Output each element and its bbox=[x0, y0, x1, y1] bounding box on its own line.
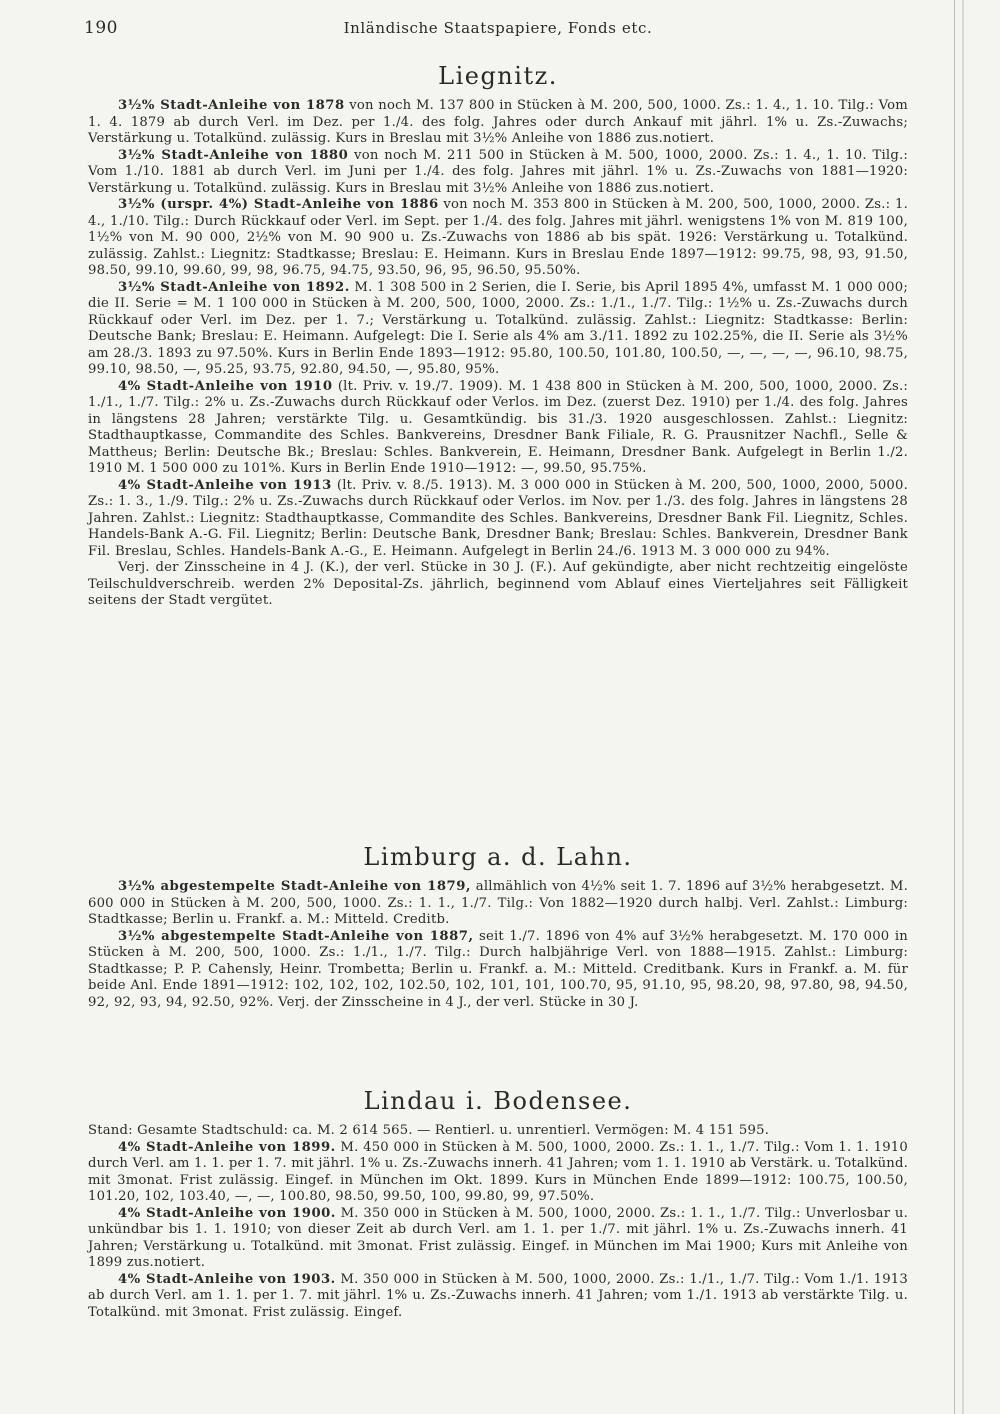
running-title: Inländische Staatspapiere, Fonds etc. bbox=[343, 19, 653, 37]
entry-text: Verj. der Zinsscheine in 4 J. (K.), der verl. Stücke in 30 J. (F.). Auf gekündigte, aber nicht rechtzeitig eingelöste Teilschuldverschreib. werden 2% Deposital-Zs. jährlich, beginnend vom Ablauf eines Vierteljahres seit Fälligkeit seitens der Stadt vergütet. bbox=[88, 560, 908, 608]
entry-head: 3½% (urspr. 4%) Stadt-Anleihe von 1886 bbox=[118, 197, 439, 212]
bond-entry bbox=[88, 929, 908, 1012]
bond-entry bbox=[88, 1206, 908, 1272]
entry-text: von noch M. 137 800 in Stücken à M. 200, 500, 1000. Zs.: 1. 4., 1. 10. Tilg.: Vom 1. 4. 1879 ab durch Verl. im Dez. per 1./4. des folg. Jahres oder durch Ankauf mit jährl. 1% u. Zs.-Zuwachs; Verstärkung u. Totalkünd. zulässig. Kurs in Breslau mit 3½% Anleihe von 1886 zus.notiert. bbox=[88, 98, 908, 146]
bond-entry bbox=[88, 98, 908, 148]
entry-head: 4% Stadt-Anleihe von 1913 bbox=[118, 477, 332, 493]
page-number: 190 bbox=[84, 18, 118, 38]
bond-entry bbox=[88, 280, 908, 379]
bond-entry bbox=[88, 879, 908, 929]
page-header bbox=[84, 18, 912, 42]
bond-entry bbox=[88, 148, 908, 198]
page-edge-shadow bbox=[962, 0, 964, 1414]
entry-text: M. 350 000 in Stücken à M. 500, 1000, 2000. Zs.: 1./1., 1./7. Tilg.: Vom 1./1. 1913 ab durch Verl. am 1. 1. per 1. 7. mit jährl. 1% u. Zs.-Zuwachs innerh. 41 Jahren; vom 1./1. 1913 ab verstärkte Tilg. u. Totalkünd. mit 3monat. Frist zulässig. Eingef. bbox=[88, 1271, 908, 1320]
bond-entry bbox=[88, 478, 908, 561]
entry-head: 3½% Stadt-Anleihe von 1878 bbox=[118, 98, 345, 113]
page-edge-rule bbox=[954, 0, 955, 1414]
entry-head: 4% Stadt-Anleihe von 1903. bbox=[118, 1271, 336, 1287]
entry-text: Stand: Gesamte Stadtschuld: ca. M. 2 614 565. — Rentierl. u. unrentierl. Vermögen: M. 4 151 595. bbox=[88, 1123, 770, 1138]
note-entry bbox=[88, 560, 908, 610]
entry-head: 3½% abgestempelte Stadt-Anleihe von 1887, bbox=[118, 928, 474, 944]
entry-head: 4% Stadt-Anleihe von 1900. bbox=[118, 1205, 336, 1221]
entry-text: (lt. Priv. v. 19./7. 1909). M. 1 438 800 in Stücken à M. 200, 500, 1000, 2000. Zs.: 1./1., 1./7. Tilg.: 2% u. Zs.-Zuwachs durch Rückkauf oder Verlos. im Dez. (zuerst Dez. 1910) per 1./4. des folg. Jahres in längstens 28 Jahren; verstärkte Tilg. u. Gesamtkündig. bis 31./3. 1920 ausgeschlossen. Zahlst.: Liegnitz: Stadthauptkasse, Commandite des Schles. Bankvereins, Dresdner Bank Filiale, R. G. Prausnitzer Nachfl., Selle & Mattheus; Berlin: Deutsche Bk.; Breslau: Schles. Bankverein, E. Heimann, Dresdner Bank. Aufgelegt in Berlin 1./2. 1910 M. 1 500 000 zu 101%. Kurs in Berlin Ende 1910—1912: —, 99.50, 95.75%. bbox=[88, 378, 909, 476]
entry-text: M. 350 000 in Stücken à M. 500, 1000, 2000. Zs.: 1. 1., 1./7. Tilg.: Unverlosbar u. unkündbar bis 1. 1. 1910; von dieser Zeit ab durch Verl. am 1. 1. per 1./7. mit jährl. 1% u. Zs.-Zuwachs innerh. 41 Jahren; Verstärkung u. Totalkünd. mit 3monat. Frist zulässig. Eingef. in München im Mai 1900; Kurs mit Anleihe von 1899 zus.notiert. bbox=[88, 1205, 908, 1270]
entry-text: (lt. Priv. v. 8./5. 1913). M. 3 000 000 in Stücken à M. 200, 500, 1000, 2000, 5000. Zs.: 1. 3., 1./9. Tilg.: 2% u. Zs.-Zuwachs durch Rückkauf oder Verlos. im Nov. per 1./3. des folg. Jahres in längstens 28 Jahren. Zahlst.: Liegnitz: Stadthauptkasse, Commandite des Schles. Bankvereins, Dresdner Bank Fil. Liegnitz, Schles. Handels-Bank A.-G. Fil. Liegnitz; Berlin: Deutsche Bank, Dresdner Bank; Breslau: Schles. Bankverein, Dresdner Bank Fil. Breslau, Schles. Handels-Bank A.-G., E. Heimann. Aufgelegt in Berlin 24./6. 1913 M. 3 000 000 zu 94%. bbox=[88, 477, 909, 559]
entry-head: 3½% Stadt-Anleihe von 1892. bbox=[118, 279, 350, 295]
section-limburg bbox=[88, 843, 908, 1011]
entry-text: von noch M. 353 800 in Stücken à M. 200, 500, 1000, 2000. Zs.: 1. 4., 1./10. Tilg.: Durch Rückkauf oder Verl. im Sept. per 1./4. des folg. Jahres mit jährl. wenigstens 1% von M. 819 100, 1½% von M. 90 000, 2½% von M. 90 900 u. Zs.-Zuwachs von 1886 ab bis spät. 1926: Verstärkung u. Totalkünd. zulässig. Zahlst.: Liegnitz: Stadtkasse; Breslau: E. Heimann. Kurs in Breslau Ende 1897—1912: 99.75, 98, 93, 91.50, 98.50, 99.10, 99.60, 99, 98, 96.75, 94.75, 93.50, 96, 95, 96.50, 95.50%. bbox=[88, 197, 909, 278]
bond-entry bbox=[88, 1140, 908, 1206]
section-liegnitz bbox=[88, 62, 908, 610]
bond-entry bbox=[88, 379, 908, 478]
entry-text: von noch M. 211 500 in Stücken à M. 500, 1000, 2000. Zs.: 1. 4., 1. 10. Tilg.: Vom 1./10. 1881 ab durch Verl. im Juni per 1./4. des folg. Jahres mit jährl. 1% u. Zs.-Zuwachs von 1881—1920: Verstärkung u. Totalkünd. zulässig. Kurs in Breslau mit 3½% Anleihe von 1886 zus.notiert. bbox=[88, 147, 908, 196]
entry-text: M. 1 308 500 in 2 Serien, die I. Serie, bis April 1895 4%, umfasst M. 1 000 000; die II. Serie = M. 1 100 000 in Stücken à M. 200, 500, 1000, 2000. Zs.: 1./1., 1./7. Tilg.: 1½% u. Zs.-Zuwachs durch Rückkauf oder Verl. im Dez. per 1. 7.; Verstärkung u. Totalkünd. zulässig. Zahlst.: Liegnitz: Stadtkasse: Berlin: Deutsche Bank; Breslau: E. Heimann. Aufgelegt: Die I. Serie als 4% am 3./11. 1892 zu 102.25%, die II. Serie als 3½% am 28./3. 1893 zu 97.50%. Kurs in Berlin Ende 1893—1912: 95.80, 100.50, 101.80, 100.50, —, —, —, —, 96.10, 98.75, 99.10, 98.50, —, 95.25, 93.75, 92.80, 94.50, —, 95.80, 95%. bbox=[88, 279, 909, 377]
section-lindau bbox=[88, 1087, 908, 1321]
entry-text: M. 450 000 in Stücken à M. 500, 1000, 2000. Zs.: 1. 1., 1./7. Tilg.: Vom 1. 1. 1910 durch Verl. am 1. 1. per 1. 7. mit jährl. 1% u. Zs.-Zuwachs innerh. 41 Jahren; vom 1. 1. 1910 ab Verstärk. u. Totalkünd. mit 3monat. Frist zulässig. Eingef. in München im Okt. 1899. Kurs in München Ende 1899—1912: 100.75, 100.50, 101.20, 102, 103.40, —, —, 100.80, 98.50, 99.50, 100, 99.80, 99, 97.50%. bbox=[88, 1139, 908, 1204]
bond-entry bbox=[88, 1272, 908, 1322]
city-heading: Limburg a. d. Lahn. bbox=[363, 843, 633, 871]
city-heading: Lindau i. Bodensee. bbox=[363, 1087, 633, 1115]
entry-text: seit 1./7. 1896 von 4% auf 3½% herabgesetzt. M. 170 000 in Stücken à M. 200, 500, 1000. Zs.: 1./1., 1./7. Tilg.: Durch halbjährige Verl. von 1888—1915. Zahlst.: Limburg: Stadtkasse; P. P. Cahensly, Heinr. Trombetta; Berlin u. Frankf. a. M.: Mitteld. Creditbank. Kurs in Frankf. a. M. für beide Anl. Ende 1891—1912: 102, 102, 102, 102.50, 102, 101, 101, 100.70, 95, 91.10, 95, 98.20, 98, 97.80, 98, 94.50, 92, 92, 93, 94, 92.50, 92%. Verj. der Zinsscheine in 4 J., der verl. Stücke in 30 J. bbox=[88, 928, 908, 1010]
entry-text: allmählich von 4½% seit 1. 7. 1896 auf 3½% herabgesetzt. M. 600 000 in Stücken à M. 200, 500, 1000. Zs.: 1. 1., 1./7. Tilg.: Von 1882—1920 durch halbj. Verl. Zahlst.: Limburg: Stadtkasse; Berlin u. Frankf. a. M.: Mitteld. Creditb. bbox=[88, 879, 908, 927]
entry-head: 3½% Stadt-Anleihe von 1880 bbox=[118, 147, 349, 163]
city-heading: Liegnitz. bbox=[438, 62, 558, 90]
entry-head: 3½% abgestempelte Stadt-Anleihe von 1879, bbox=[118, 879, 471, 894]
entry-head: 4% Stadt-Anleihe von 1910 bbox=[118, 378, 333, 394]
bond-entry bbox=[88, 197, 908, 280]
entry-head: 4% Stadt-Anleihe von 1899. bbox=[118, 1139, 336, 1155]
status-entry bbox=[88, 1123, 908, 1140]
